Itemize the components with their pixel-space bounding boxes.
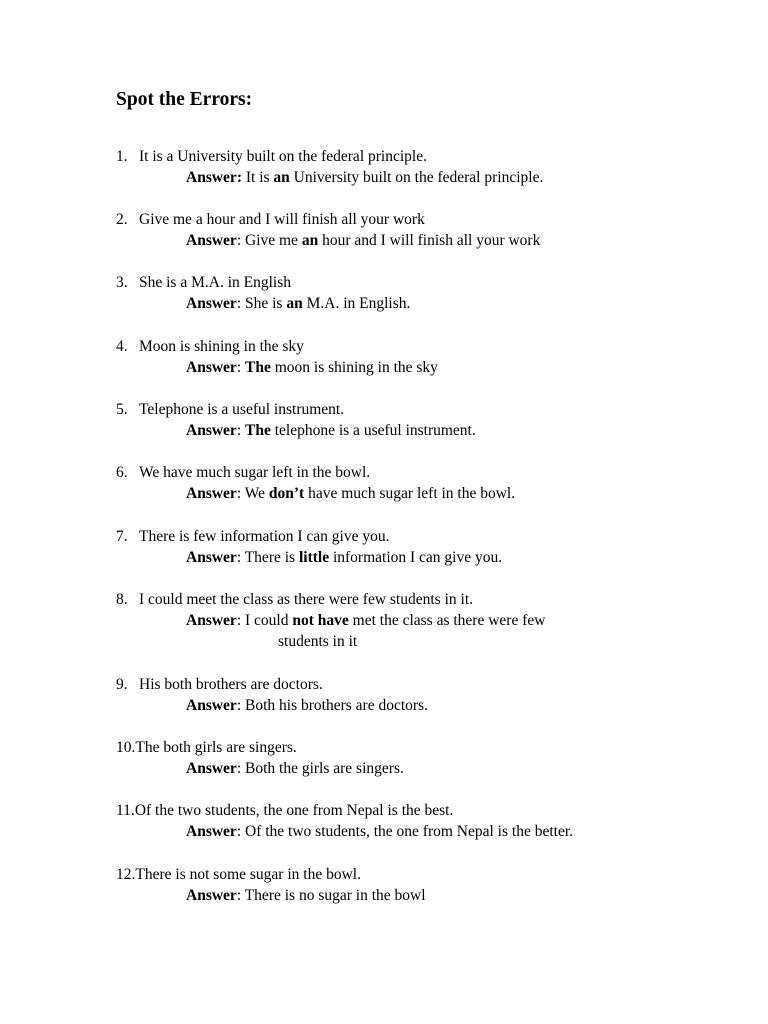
item-number: 2. [116,211,128,228]
answer-label: Answer [186,422,237,439]
answer: Answer: Both the girls are singers. [186,760,404,777]
question-text: His both brothers are doctors. [139,676,323,693]
answer-pre: I could [245,612,293,629]
answer: Answer: There is no sugar in the bowl [186,887,426,904]
answer-text: Both his brothers are doctors. [245,697,428,714]
answer-correction: an [286,295,303,312]
question-text: Moon is shining in the sky [139,338,304,355]
question-text: The both girls are singers. [135,739,297,756]
item-number: 9. [116,676,128,693]
page-title: Spot the Errors: [116,89,253,110]
question [116,737,297,758]
answer-correction: not have [292,612,349,629]
answer-label: Answer [186,359,237,376]
answer-post: moon is shining in the sky [270,359,438,376]
question [116,209,425,230]
question [116,864,361,885]
answer-label: Answer [186,549,237,566]
item-number: 4. [116,338,128,355]
question-text: There is not some sugar in the bowl. [135,866,361,883]
answer-continuation: students in it [278,633,358,650]
answer-correction: an [273,169,290,186]
item-number: 10. [116,739,136,756]
question-text: Of the two students, the one from Nepal is the best. [134,802,454,819]
question-text: There is few information I can give you. [139,528,390,545]
question [116,399,344,420]
item-number: 5. [116,401,128,418]
answer: Answer: Of the two students, the one from Nepal is the better. [186,823,574,840]
answer-label: Answer [186,295,237,312]
question [116,272,291,293]
item-number: 8. [116,591,128,608]
answer-label: Answer [186,697,237,714]
answer-correction: The [245,359,271,376]
answer: Answer: It is an University built on the federal principle. [186,169,544,186]
item-number: 11. [116,802,135,819]
answer: Answer: Both his brothers are doctors. [186,697,428,714]
answer-text: Of the two students, the one from Nepal is the better. [245,823,574,840]
item-number: 1. [116,148,128,165]
answer-label: Answer [186,169,237,186]
answer-post: University built on the federal principle. [289,169,544,186]
answer-label: Answer [186,887,237,904]
answer-post: have much sugar left in the bowl. [304,485,516,502]
answer-pre: We [244,485,269,502]
question-text: I could meet the class as there were few students in it. [139,591,473,608]
answer-pre: There is [244,549,299,566]
answer-correction: an [301,232,319,249]
item-number: 3. [116,274,128,291]
item-number: 12. [116,866,136,883]
answer-text: There is no sugar in the bowl [244,887,426,904]
answer: Answer: There is little information I can give you. [186,549,503,566]
answer-pre: Give me [245,232,302,249]
answer-pre: It is [245,169,274,186]
question-text: Telephone is a useful instrument. [139,401,345,418]
answer-post: M.A. in English. [302,295,411,312]
answer: Answer: The telephone is a useful instrument. [186,422,476,439]
question-text: She is a M.A. in English [139,274,291,291]
question-text: We have much sugar left in the bowl. [139,464,371,481]
answer: Answer: I could not have met the class as there were few [186,612,546,629]
answer-pre: She is [245,295,287,312]
question [116,674,323,695]
answer-label: Answer [186,232,237,249]
question [116,146,427,167]
answer-correction: The [245,422,271,439]
answer-post: hour and I will finish all your work [318,232,541,249]
question [116,589,473,610]
question [116,462,370,483]
answer-correction: don’t [268,485,305,502]
question [116,336,304,357]
answer-label: Answer [186,612,237,629]
question-text: Give me a hour and I will finish all your work [139,211,425,228]
question [116,800,453,821]
answer-post: telephone is a useful instrument. [270,422,476,439]
answer: Answer: The moon is shining in the sky [186,359,438,376]
answer: Answer: We don’t have much sugar left in the bowl. [186,485,516,502]
answer-label: Answer [186,823,237,840]
answer: Answer: Give me an hour and I will finish all your work [186,232,541,249]
question-text: It is a University built on the federal principle. [139,148,427,165]
item-number: 7. [116,528,128,545]
answer-correction: little [298,549,330,566]
answer-text: Both the girls are singers. [245,760,404,777]
item-number: 6. [116,464,128,481]
answer-post: information I can give you. [329,549,503,566]
answer-label: Answer [186,760,237,777]
answer-post: met the class as there were few [348,612,546,629]
answer-label: Answer [186,485,237,502]
answer: Answer: She is an M.A. in English. [186,295,411,312]
question [116,526,390,547]
